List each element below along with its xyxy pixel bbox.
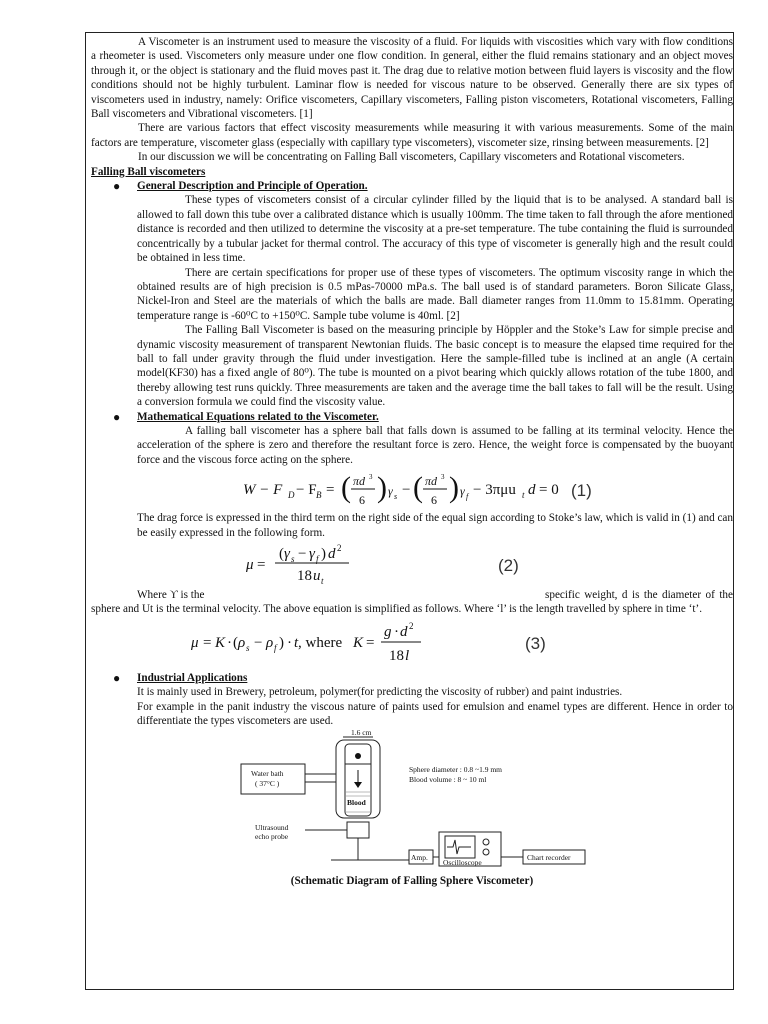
ball-icon [355, 753, 361, 759]
svg-text:·: · [227, 634, 232, 651]
equation-number: (2) [498, 556, 519, 575]
svg-text:(: ( [413, 471, 423, 505]
document-body [91, 35, 733, 889]
chart-recorder-label: Chart recorder [527, 853, 571, 863]
svg-text:): ) [321, 546, 326, 562]
where-text-start: Where ϒ is the [137, 589, 205, 601]
bullet-title: Industrial Applications [137, 671, 248, 684]
applications-paragraph-2: For example in the panit industry the viscous nature of paints used for emulsion and enamel types are different. Hence in order to differentiate the types viscometers are used. [137, 700, 733, 728]
tube-width-label: 1.6 cm [351, 730, 372, 738]
svg-text:B: B [316, 490, 322, 501]
bullet-general-description [91, 179, 733, 193]
svg-text:γ: γ [460, 484, 465, 499]
description-paragraph-1: These types of viscometers consist of a circular cylinder filled by the liquid that is to be analysed. A standard ball is allowed to fall down this tube over a calibrated distance which is usually 100mm. The time taken to fall through the afore mentioned distance is recorded and then utilized to determine the viscosity at a pre-set temperature. The tube containing the fluid is surrounded concentrically by a tubular jacket for thermal control. The accuracy of this type of viscometer is generally high and the result could be obtained in less time. [137, 194, 733, 265]
svg-text:(: ( [341, 471, 351, 505]
description-paragraph-2: There are certain specifications for proper use of these types of viscometers. The optimum viscosity range in which the obtained results are of high precision is 0.5 mPas-70000 mPa.s. The ball used is of standard parameters. Boron Silicate Glass, Nickel-Iron and Steel are the materials of which the balls are made. Ball diameter ranges from 11.0mm to 15.81mm. Operating temperature range is -60⁰C to +150⁰C. Sample tube volume is 40ml. [2] [137, 266, 733, 322]
amp-label: Amp. [411, 853, 428, 863]
svg-text:−: − [254, 634, 263, 651]
svg-text:t: t [294, 634, 299, 651]
section-heading: Falling Ball viscometers [91, 165, 206, 178]
svg-text:2: 2 [409, 620, 414, 631]
svg-text:ρ: ρ [238, 634, 246, 651]
svg-text:πd: πd [425, 474, 438, 489]
where-text-continued: specific weight, d is the diameter of the sphere and Ut is the terminal velocity. The above equation is simplified as follows. Where ‘l’ is the length travelled by sphere in time ‘t’. [91, 589, 733, 616]
intro-paragraph-2: There are various factors that effect viscosity measurements while measuring it with various measurements. Some of the main factors are temperature, viscometer glass (especially with capillary type viscometers), viscometer size, rinsing between measurements. [2] [91, 122, 733, 149]
svg-text:=: = [326, 482, 335, 499]
oscilloscope-label: Oscilloscope [443, 858, 482, 868]
equation-where: , where [298, 634, 343, 651]
svg-text:3: 3 [441, 473, 445, 482]
svg-text:6: 6 [359, 493, 365, 508]
svg-text:t: t [522, 490, 525, 501]
svg-text:s: s [291, 554, 295, 564]
sphere-diameter-label: Sphere diameter : 0.8 ~1.9 mm [409, 765, 502, 775]
svg-text:(: ( [233, 634, 238, 651]
description-paragraph-3: The Falling Ball Viscometer is based on the measuring principle by Höppler and the Stoke’s Law for simple precise and dynamic viscosity measurement of transparent Newtonian fluids. The basic concept is to measure the elapsed time required for the ball to fall under gravity through the fluid under investigation. Here the sample-filled tube is inclined at an angle (A certain model(KF30) has a fixed angle of 80⁰). The tube is mounted on a pivot bearing which quickly allows rotation of the tube 1800, and thereby allowing test runs quickly. Three measurements are taken and the average time the ball takes to fall will be the result. Using a conversion formula we could find the viscosity value. [137, 324, 733, 409]
equation-2 [91, 540, 733, 588]
bullet-title: General Description and Principle of Operation. [137, 180, 368, 193]
water-bath-label: Water bath [251, 769, 284, 779]
svg-text:γ: γ [284, 546, 290, 562]
bullet-industrial-applications [91, 671, 733, 685]
svg-text:μ: μ [246, 557, 254, 573]
svg-text:W − F: W − F [243, 482, 283, 499]
where-line [91, 588, 733, 602]
svg-text:s: s [246, 642, 250, 653]
svg-text:): ) [279, 634, 284, 651]
equation-3 [91, 617, 733, 667]
svg-text:K: K [215, 634, 226, 651]
bullet-dot-icon: ● [113, 670, 121, 685]
svg-text:): ) [377, 471, 387, 505]
bullet-mathematical-equations [91, 410, 733, 424]
svg-text:): ) [449, 471, 459, 505]
probe-label-line-1: Ultrasound [255, 823, 289, 833]
svg-text:γ: γ [309, 546, 315, 562]
svg-text:K: K [353, 634, 364, 651]
blood-label: Blood [347, 798, 366, 808]
svg-text:− F: − F [296, 482, 317, 499]
svg-text:2: 2 [337, 543, 342, 553]
svg-text:f: f [316, 554, 319, 564]
diagram-caption: (Schematic Diagram of Falling Sphere Viscometer) [290, 875, 534, 888]
equation-number: (3) [525, 633, 546, 653]
svg-text:μ: μ [191, 634, 199, 651]
svg-text:−: − [298, 546, 307, 562]
svg-text:γ: γ [388, 484, 393, 499]
svg-text:3: 3 [369, 473, 373, 482]
bullet-dot-icon: ● [113, 409, 121, 424]
svg-text:l: l [405, 647, 410, 664]
svg-text:(: ( [279, 546, 284, 562]
schematic-diagram [239, 730, 589, 872]
svg-text:f: f [466, 492, 469, 502]
equations-paragraph-1: A falling ball viscometer has a sphere ball that falls down is assumed to be falling at its terminal velocity. Hence the acceleration of the sphere is zero and therefore the resultant force is zero. Hence, the weight force is compensated by the buoyant force and the viscous force acting on the sphere. [137, 424, 733, 466]
svg-text:d: d [528, 482, 536, 499]
svg-text:=: = [203, 634, 212, 651]
svg-text:=: = [366, 634, 375, 651]
svg-text:6: 6 [431, 493, 437, 508]
bullet-dot-icon: ● [113, 179, 121, 194]
applications-paragraph-1: It is mainly used in Brewery, petroleum, polymer(for predicting the viscosity of rubber) and paint industries. [137, 686, 623, 699]
svg-text:s: s [394, 492, 398, 502]
intro-paragraph-3: In our discussion we will be concentrating on Falling Ball viscometers, Capillary viscometers and Rotational viscometers. [138, 151, 685, 164]
bullet-title: Mathematical Equations related to the Viscometer. [137, 410, 379, 423]
equation-1 [91, 467, 733, 511]
svg-text:= 0: = 0 [539, 482, 559, 499]
svg-text:·: · [394, 623, 399, 640]
equation-number: (1) [571, 481, 592, 501]
equations-paragraph-2: The drag force is expressed in the third term on the right side of the equal sign according to Stoke’s law, which is valid in (1) and can be easily expressed in the following form. [137, 512, 733, 539]
blood-volume-label: Blood volume : 8 ~ 10 ml [409, 775, 487, 785]
svg-text:f: f [274, 642, 277, 653]
svg-text:d: d [328, 546, 336, 562]
water-bath-temp-label: ( 37°C ) [255, 779, 280, 789]
svg-text:πd: πd [353, 474, 366, 489]
svg-text:·: · [287, 634, 292, 651]
svg-text:=: = [257, 557, 266, 573]
svg-text:18: 18 [389, 647, 404, 664]
intro-paragraph-1: A Viscometer is an instrument used to measure the viscosity of a fluid. For liquids with viscosities which vary with flow conditions a rheometer is used. Viscometers only measure under one flow condition. In general, either the fluid remains stationary and an object moves through it, or the object is stationary and the fluid moves past it. The drag due to relative motion between fluid layers is viscosity and the flow conditions should not be highly turbulent. Laminar flow is needed for viscous nature to be observed. Generally there are six types of viscometers used in industry, namely: Orifice viscometers, Capillary viscometers, Falling piston viscometers, Rotational viscometers, Falling Ball viscometers and Vibrational viscometers. [1] [91, 36, 733, 121]
svg-text:u: u [313, 568, 321, 584]
svg-text:g: g [384, 623, 392, 640]
svg-text:d: d [400, 623, 408, 640]
svg-text:ρ: ρ [266, 634, 274, 651]
svg-text:t: t [321, 576, 324, 586]
svg-text:−: − [402, 482, 411, 499]
svg-text:18: 18 [297, 568, 312, 584]
probe-label-line-2: echo probe [255, 832, 289, 842]
svg-text:D: D [288, 490, 295, 501]
svg-text:− 3πμu: − 3πμu [473, 482, 516, 499]
